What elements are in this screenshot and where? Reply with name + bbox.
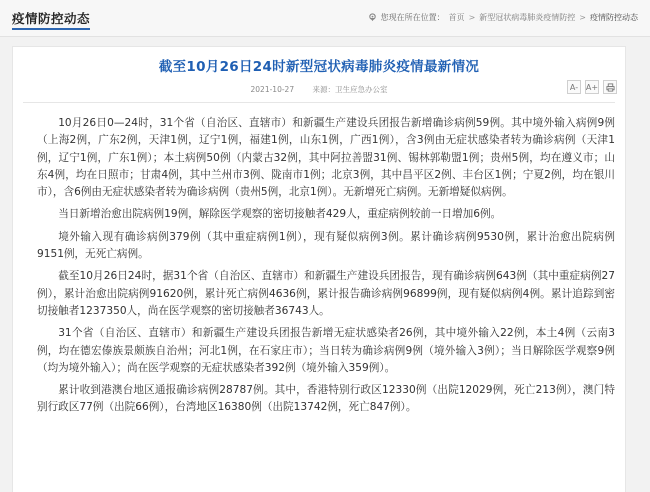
print-button[interactable] (603, 80, 617, 94)
article-tools (567, 80, 617, 94)
article-card (12, 46, 626, 492)
article-body (37, 115, 615, 422)
breadcrumb-separator: > (468, 13, 476, 22)
article-paragraph: 31个省（自治区、直辖市）和新疆生产建设兵团报告新增无症状感染者26例，其中境外输入22例，本土4例（云南3例，均在德宏傣族景颇族自治州；河北1例，在石家庄市）；当日转为确诊病例9例（境外输入3例）；当日解除医学观察9例（均为境外输入）；尚在医学观察的无症状感染者392例（境外输入359例）。 (37, 327, 615, 374)
article-paragraph: 当日新增治愈出院病例19例，解除医学观察的密切接触者429人，重症病例较前一日增加6例。 (58, 208, 502, 221)
location-pin-icon (368, 13, 377, 22)
breadcrumb (368, 12, 638, 23)
article-meta (13, 84, 625, 95)
print-icon (606, 83, 615, 92)
article-paragraph: 累计收到港澳台地区通报确诊病例28787例。其中，香港特别行政区12330例（出院12029例，死亡213例），澳门特别行政区77例（出院66例），台湾地区16380例（出院13742例，死亡847例）。 (37, 384, 615, 414)
title-divider (23, 102, 615, 103)
article-paragraph: 境外输入现有确诊病例379例（其中重症病例1例），现有疑似病例3例。累计确诊病例9530例，累计治愈出院病例9151例，无死亡病例。 (37, 230, 615, 261)
breadcrumb-home-link[interactable]: 首页 (448, 13, 465, 22)
article-source: 来源：卫生应急办公室 (312, 85, 388, 94)
section-title: 疫情防控动态 (12, 11, 91, 26)
article-paragraph: 10月26日0—24时，31个省（自治区、直辖市）和新疆生产建设兵团报告新增确诊病例59例。其中境外输入病例9例（上海2例，广东2例，天津1例，辽宁1例，福建1例，山东1例，广西1例），含3例由无症状感染者转为确诊病例（天津1例，辽宁1例，广东1例）；本土病例50例（内蒙古32例，其中阿拉善盟31例、锡林郭勒盟1例；贵州5例，均在遵义市；山东4例，均在日照市；甘肃4例，其中兰州市3例、陇南市1例；北京3例，其中昌平区2例、丰台区1例；宁夏2例，均在银川市），含6例由无症状感染者转为确诊病例（贵州5例，北京1例）。无新增死亡病例。无新增疑似病例。 (37, 117, 615, 199)
breadcrumb-prefix: 您现在所在位置： (380, 13, 445, 22)
section-underline (12, 28, 90, 30)
article-paragraph: 截至10月26日24时，据31个省（自治区、直辖市）和新疆生产建设兵团报告，现有确诊病例643例（其中重症病例27例），累计治愈出院病例91620例，累计死亡病例4636例，累计报告确诊病例96899例，现有疑似病例4例。累计追踪到密切接触者1237350人，尚在医学观察的密切接触者36743人。 (37, 270, 615, 317)
font-increase-button[interactable]: A+ (585, 80, 599, 94)
breadcrumb-covid-link[interactable]: 新型冠状病毒肺炎疫情防控 (479, 13, 576, 22)
breadcrumb-separator: > (579, 13, 586, 22)
font-decrease-button[interactable]: A- (567, 80, 581, 94)
breadcrumb-current[interactable]: 疫情防控动态 (590, 13, 638, 22)
article-title: 截至10月26日24时新型冠状病毒肺炎疫情最新情况 (158, 59, 480, 75)
article-date: 2021-10-27 (250, 85, 295, 94)
top-bar (0, 0, 650, 37)
